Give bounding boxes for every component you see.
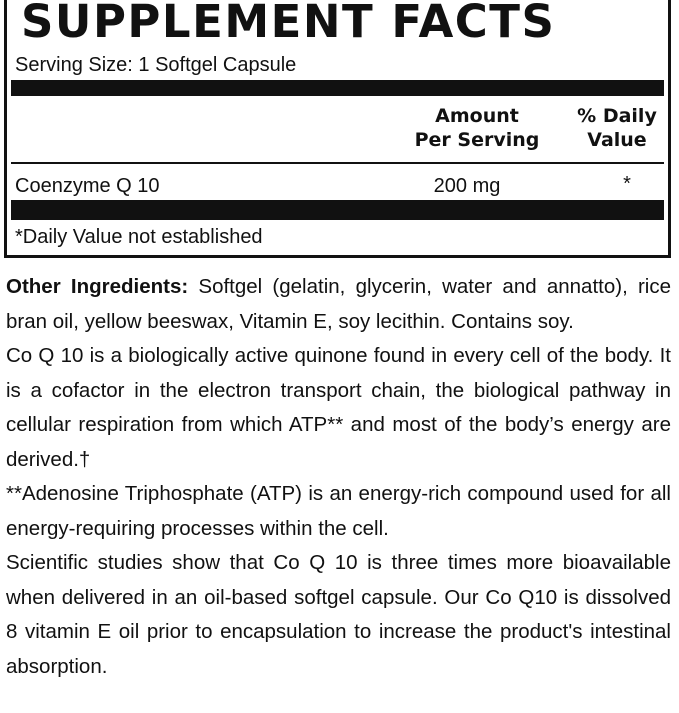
nutrient-amount: 200 mg: [433, 175, 501, 197]
facts-title: SUPPLEMENT FACTS: [21, 0, 556, 48]
amount-header-line2: Per Serving: [414, 129, 540, 151]
divider-thick-bottom: [11, 200, 664, 220]
dv-header-line2: Value: [587, 129, 647, 151]
paragraph-atp: **Adenosine Triphosphate (ATP) is an energy-rich compound used for all energy-requiring processes within the cell.: [6, 482, 671, 540]
other-ingredients-label: Other Ingredients:: [6, 275, 189, 298]
paragraph-studies: Scientific studies show that Co Q 10 is three times more bioavailable when delivered in an oil-based softgel capsule. Our Co Q10 is dissolved 8 vitamin E oil prior to encapsulation to increase the product's intestinal absorption.: [6, 551, 671, 678]
description-text: [6, 270, 671, 684]
daily-value-column-header: [567, 104, 667, 152]
paragraph-coq10: Co Q 10 is a biologically active quinone found in every cell of the body. It is a cofactor in the electron transport chain, the biological pathway in cellular respiration from which ATP** and most of the body’s energy are derived.†: [6, 344, 671, 471]
divider-thick: [11, 80, 664, 96]
nutrient-name: Coenzyme Q 10: [15, 175, 160, 197]
other-ingredients: [6, 270, 671, 339]
divider-thin: [11, 162, 664, 164]
amount-header-line1: Amount: [435, 105, 519, 127]
nutrient-daily-value: *: [623, 173, 631, 195]
daily-value-footnote: *Daily Value not established: [15, 226, 263, 248]
supplement-facts-panel: [4, 0, 671, 258]
dv-header-line1: % Daily: [577, 105, 657, 127]
serving-size: Serving Size: 1 Softgel Capsule: [15, 54, 297, 76]
amount-column-header: [407, 104, 547, 152]
other-ingredients-text: Softgel (gelatin, glycerin, water and annatto), rice bran oil, yellow beeswax, Vitamin E, soy lecithin. Contains soy.: [6, 275, 671, 333]
